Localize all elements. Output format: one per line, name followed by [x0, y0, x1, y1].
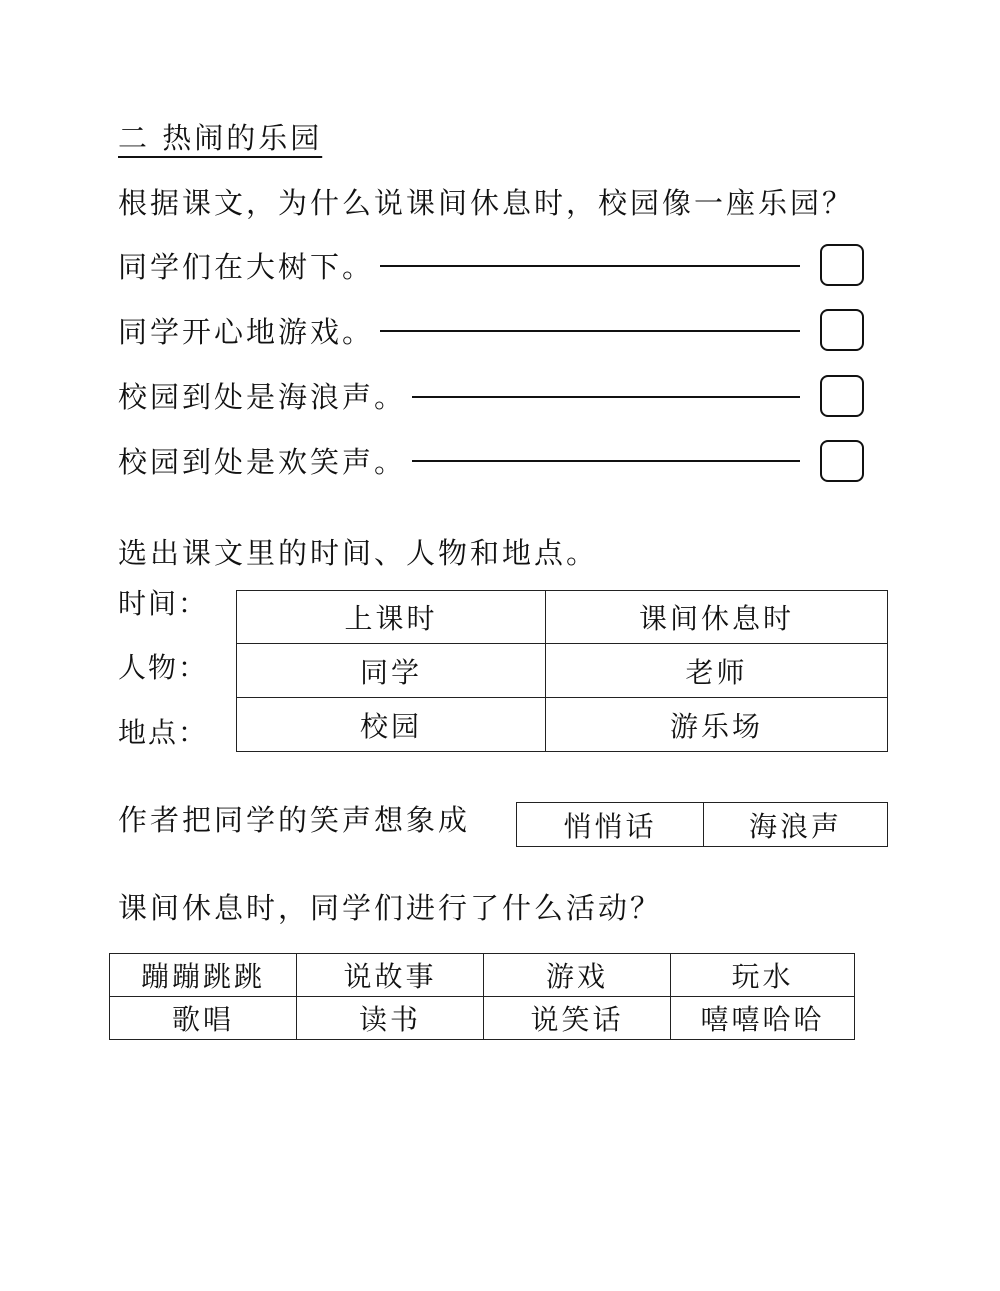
q1-checkbox-1[interactable]: [820, 244, 864, 286]
q4-activity-cell[interactable]: 说笑话: [484, 997, 671, 1040]
q1-prompt: 根据课文，为什么说课间休息时，校园像一座乐园？: [118, 186, 855, 220]
section-title: 二 热闹的乐园: [118, 121, 323, 155]
q2-choice-cell[interactable]: 游乐场: [546, 698, 888, 752]
q1-leader-line-3: [412, 396, 800, 398]
q1-checkbox-3[interactable]: [820, 375, 864, 417]
q4-activity-cell[interactable]: 玩水: [671, 954, 855, 997]
q2-label-people: 人物：: [118, 651, 209, 684]
q4-activity-cell[interactable]: 说故事: [297, 954, 484, 997]
q2-prompt: 选出课文里的时间、人物和地点。: [118, 536, 599, 570]
q4-activity-cell[interactable]: 蹦蹦跳跳: [110, 954, 297, 997]
q3-choice-table: [516, 802, 888, 847]
q2-choice-cell[interactable]: 校园: [237, 698, 546, 752]
q2-choice-cell[interactable]: 上课时: [237, 591, 546, 644]
q1-checkbox-4[interactable]: [820, 440, 864, 482]
table-row: [110, 997, 855, 1040]
q4-prompt: 课间休息时，同学们进行了什么活动？: [118, 891, 663, 925]
q3-choice-cell[interactable]: 悄悄话: [517, 803, 704, 847]
q4-activity-cell[interactable]: 游戏: [484, 954, 671, 997]
q1-option-2: 同学开心地游戏。: [118, 315, 375, 349]
q4-activity-cell[interactable]: 读书: [297, 997, 484, 1040]
q2-choice-cell[interactable]: 课间休息时: [546, 591, 888, 644]
q2-row-time: [237, 591, 888, 644]
q1-option-4: 校园到处是欢笑声。: [118, 445, 407, 479]
q2-row-people: [237, 644, 888, 698]
q1-option-1: 同学们在大树下。: [118, 250, 375, 284]
q2-label-place: 地点：: [118, 716, 209, 749]
q1-leader-line-2: [380, 330, 800, 332]
q4-activity-cell[interactable]: 歌唱: [110, 997, 297, 1040]
q4-activity-table: [109, 953, 855, 1040]
q2-row-place: [237, 698, 888, 752]
q1-checkbox-2[interactable]: [820, 309, 864, 351]
q4-activity-cell[interactable]: 嘻嘻哈哈: [671, 997, 855, 1040]
q2-choice-table: [236, 590, 888, 752]
q1-leader-line-1: [380, 265, 800, 267]
q1-option-3: 校园到处是海浪声。: [118, 380, 407, 414]
q2-choice-cell[interactable]: 同学: [237, 644, 546, 698]
table-row: [110, 954, 855, 997]
q1-leader-line-4: [412, 460, 800, 462]
q2-label-time: 时间：: [118, 587, 209, 620]
q3-prompt: 作者把同学的笑声想象成: [118, 803, 471, 837]
q3-choice-cell[interactable]: 海浪声: [704, 803, 888, 847]
q2-choice-cell[interactable]: 老师: [546, 644, 888, 698]
